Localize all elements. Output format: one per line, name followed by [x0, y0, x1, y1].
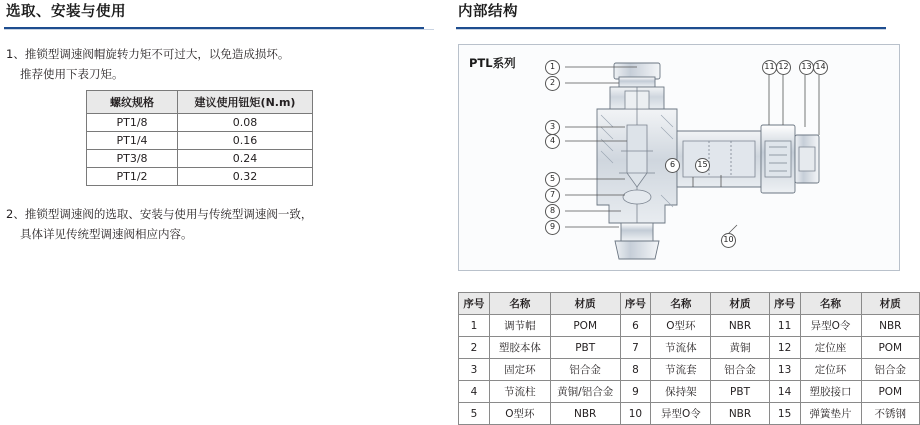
part-no: 7	[620, 337, 651, 359]
callout-2: 2	[545, 76, 560, 91]
callout-3: 3	[545, 120, 560, 135]
part-mat: NBR	[711, 403, 769, 425]
table-row	[459, 315, 920, 337]
parts-header-mat-1: 材质	[550, 293, 620, 315]
part-no: 14	[769, 381, 800, 403]
right-column	[452, 0, 920, 421]
part-name: 调节帽	[489, 315, 550, 337]
callout-8: 8	[545, 204, 560, 219]
part-mat: 黄铜/铝合金	[550, 381, 620, 403]
part-no: 3	[459, 359, 490, 381]
callout-14: 14	[813, 60, 828, 75]
part-no: 11	[769, 315, 800, 337]
part-name: 保持架	[651, 381, 711, 403]
part-mat: 黄铜	[711, 337, 769, 359]
table-row	[459, 381, 920, 403]
left-column	[0, 0, 452, 421]
parts-header-no-3: 序号	[769, 293, 800, 315]
left-divider-bar	[4, 27, 424, 30]
torque-header-value: 建议使用钮矩(N.m)	[178, 91, 313, 114]
torque-spec: PT1/2	[87, 168, 178, 186]
callout-13: 13	[799, 60, 814, 75]
left-item-2-line2: 具体详见传统型调速阀相应内容。	[20, 227, 193, 242]
parts-header-no-1: 序号	[459, 293, 490, 315]
part-mat: 铝合金	[711, 359, 769, 381]
part-no: 13	[769, 359, 800, 381]
callout-6: 6	[665, 158, 680, 173]
part-name: O型环	[651, 315, 711, 337]
part-name: 异型O令	[651, 403, 711, 425]
torque-header-spec: 螺纹规格	[87, 91, 178, 114]
torque-spec: PT1/4	[87, 132, 178, 150]
part-name: 节流柱	[489, 381, 550, 403]
part-mat: NBR	[861, 315, 919, 337]
part-name: 弹簧垫片	[800, 403, 861, 425]
part-name: 定位环	[800, 359, 861, 381]
part-mat: POM	[861, 381, 919, 403]
callout-15: 15	[695, 158, 710, 173]
table-row	[459, 359, 920, 381]
parts-header-mat-2: 材质	[711, 293, 769, 315]
part-name: 异型O令	[800, 315, 861, 337]
left-item-1-line1: 1、推锁型调速阀帽旋转力矩不可过大，以免造成损坏。	[6, 47, 290, 61]
left-section-title: 选取、安装与使用	[6, 4, 126, 20]
table-row	[87, 132, 313, 150]
part-mat: POM	[861, 337, 919, 359]
callout-11: 11	[762, 60, 777, 75]
callout-1: 1	[545, 60, 560, 75]
part-no: 10	[620, 403, 651, 425]
table-row	[87, 114, 313, 132]
part-mat: POM	[550, 315, 620, 337]
parts-header-no-2: 序号	[620, 293, 651, 315]
callout-4: 4	[545, 134, 560, 149]
callout-7: 7	[545, 188, 560, 203]
left-item-1	[6, 44, 452, 84]
part-no: 5	[459, 403, 490, 425]
part-mat: 不锈钢	[861, 403, 919, 425]
right-section-title: 内部结构	[458, 4, 518, 20]
part-no: 4	[459, 381, 490, 403]
parts-header-mat-3: 材质	[861, 293, 919, 315]
left-item-2-line1: 2、推锁型调速阀的选取、安装与使用与传统型调速阀一致，	[6, 207, 313, 222]
part-mat: NBR	[550, 403, 620, 425]
right-divider-bar	[456, 27, 886, 30]
part-mat: PBT	[550, 337, 620, 359]
valve-cross-section-drawing	[469, 55, 889, 265]
parts-header-name-2: 名称	[651, 293, 711, 315]
table-row	[459, 337, 920, 359]
part-no: 8	[620, 359, 651, 381]
torque-value: 0.32	[178, 168, 313, 186]
part-no: 15	[769, 403, 800, 425]
part-name: 固定环	[489, 359, 550, 381]
torque-table	[86, 90, 313, 186]
part-name: 节流体	[651, 337, 711, 359]
table-row	[459, 403, 920, 425]
part-no: 12	[769, 337, 800, 359]
part-mat: NBR	[711, 315, 769, 337]
torque-spec: PT1/8	[87, 114, 178, 132]
part-mat: 铝合金	[861, 359, 919, 381]
panel-series-label: PTL系列	[469, 56, 516, 70]
torque-spec: PT3/8	[87, 150, 178, 168]
left-item-2	[6, 204, 452, 244]
callout-5: 5	[545, 172, 560, 187]
parts-table-header-row	[459, 293, 920, 315]
right-section-divider	[452, 27, 920, 30]
left-section-divider	[0, 27, 452, 30]
part-mat: PBT	[711, 381, 769, 403]
part-no: 6	[620, 315, 651, 337]
callout-12: 12	[776, 60, 791, 75]
part-name: 塑胶接口	[800, 381, 861, 403]
torque-value: 0.16	[178, 132, 313, 150]
internal-structure-panel	[458, 44, 900, 271]
torque-table-header-row	[87, 91, 313, 114]
parts-header-name-3: 名称	[800, 293, 861, 315]
part-no: 2	[459, 337, 490, 359]
table-row	[87, 150, 313, 168]
part-no: 9	[620, 381, 651, 403]
parts-header-name-1: 名称	[489, 293, 550, 315]
callout-10: 10	[721, 233, 736, 248]
part-name: 塑胶本体	[489, 337, 550, 359]
parts-table	[458, 292, 920, 425]
torque-value: 0.08	[178, 114, 313, 132]
part-name: 节流套	[651, 359, 711, 381]
torque-value: 0.24	[178, 150, 313, 168]
part-mat: 铝合金	[550, 359, 620, 381]
part-name: 定位座	[800, 337, 861, 359]
table-row	[87, 168, 313, 186]
left-item-1-line2: 推荐使用下表刀矩。	[20, 67, 124, 82]
part-no: 1	[459, 315, 490, 337]
callout-9: 9	[545, 220, 560, 235]
part-name: O型环	[489, 403, 550, 425]
